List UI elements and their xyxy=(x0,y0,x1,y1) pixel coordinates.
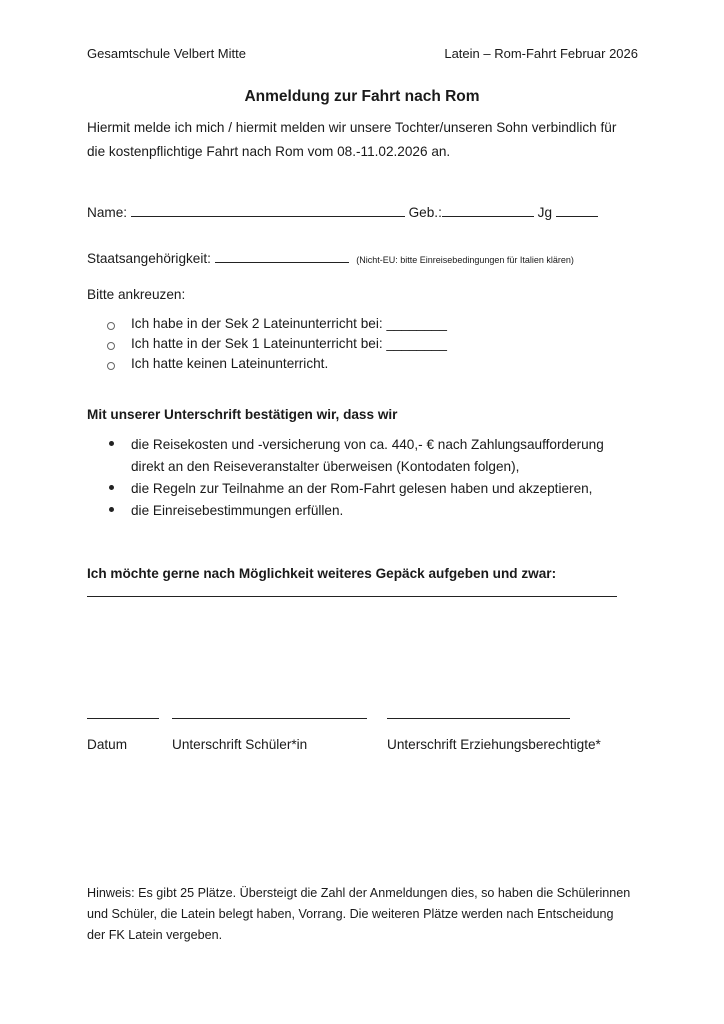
radio-circle-icon[interactable] xyxy=(107,322,115,330)
note-paragraph xyxy=(87,883,630,946)
note-line: der FK Latein vergeben. xyxy=(87,928,223,942)
bullet-icon xyxy=(109,441,114,446)
radio-circle-icon[interactable] xyxy=(107,342,115,350)
grade-field[interactable] xyxy=(556,203,598,217)
intro-paragraph xyxy=(87,116,616,164)
confirmation-item-line: die Regeln zur Teilnahme an der Rom-Fahrt gelesen haben und akzeptieren, xyxy=(131,481,593,496)
bullet-icon xyxy=(109,507,114,512)
radio-circle-icon[interactable] xyxy=(107,362,115,370)
birth-date-field[interactable] xyxy=(442,203,534,217)
confirmation-item-line: die Reisekosten und -versicherung von ca. 440,- € nach Zahlungsaufforderung xyxy=(131,437,604,452)
name-field[interactable] xyxy=(131,203,405,217)
student-signature-label: Unterschrift Schüler*in xyxy=(172,737,308,752)
page-title: Anmeldung zur Fahrt nach Rom xyxy=(244,88,480,105)
header-course: Latein – Rom-Fahrt Februar 2026 xyxy=(444,46,638,61)
confirmation-item-line: die Einreisebestimmungen erfüllen. xyxy=(131,503,344,518)
checkbox-prompt: Bitte ankreuzen: xyxy=(87,287,186,302)
intro-line: die kostenpflichtige Fahrt nach Rom vom 08.-11.02.2026 an. xyxy=(87,144,451,159)
note-line: Hinweis: Es gibt 25 Plätze. Übersteigt die Zahl der Anmeldungen dies, so haben die Schülerinnen xyxy=(87,886,631,900)
nationality-note: (Nicht-EU: bitte Einreisebedingungen für Italien klären) xyxy=(356,255,574,265)
nationality-label: Staatsangehörigkeit: xyxy=(87,251,211,266)
date-signature-line[interactable] xyxy=(87,718,159,719)
header-school: Gesamtschule Velbert Mitte xyxy=(87,46,246,61)
option-blank[interactable]: ________ xyxy=(386,316,447,331)
luggage-heading: Ich möchte gerne nach Möglichkeit weiteres Gepäck aufgeben und zwar: xyxy=(87,566,557,581)
guardian-signature-line[interactable] xyxy=(387,718,570,719)
confirmation-item-line: direkt an den Reiseveranstalter überweisen (Kontodaten folgen), xyxy=(131,459,520,474)
intro-line: Hiermit melde ich mich / hiermit melden wir unsere Tochter/unseren Sohn verbindlich für xyxy=(87,120,617,135)
date-label: Datum xyxy=(87,737,128,752)
option-blank[interactable]: ________ xyxy=(386,336,447,351)
grade-label: Jg xyxy=(537,205,552,220)
guardian-signature-label: Unterschrift Erziehungsberechtigte* xyxy=(387,737,601,752)
student-signature-line[interactable] xyxy=(172,718,367,719)
nationality-field[interactable] xyxy=(215,249,349,263)
luggage-field[interactable] xyxy=(87,582,617,597)
bullet-icon xyxy=(109,485,114,490)
nationality-row xyxy=(87,249,574,266)
birth-label: Geb.: xyxy=(408,205,442,220)
note-line: und Schüler, die Latein belegt haben, Vorrang. Die weiteren Plätze werden nach Entscheidung xyxy=(87,907,614,921)
option-label: Ich habe in der Sek 2 Lateinunterricht bei: xyxy=(131,316,383,331)
confirmation-heading: Mit unserer Unterschrift bestätigen wir, dass wir xyxy=(87,407,398,422)
option-label: Ich hatte in der Sek 1 Lateinunterricht bei: xyxy=(131,336,383,351)
option-label: Ich hatte keinen Lateinunterricht. xyxy=(131,356,329,371)
name-label: Name: xyxy=(87,205,128,220)
name-row xyxy=(87,203,598,220)
